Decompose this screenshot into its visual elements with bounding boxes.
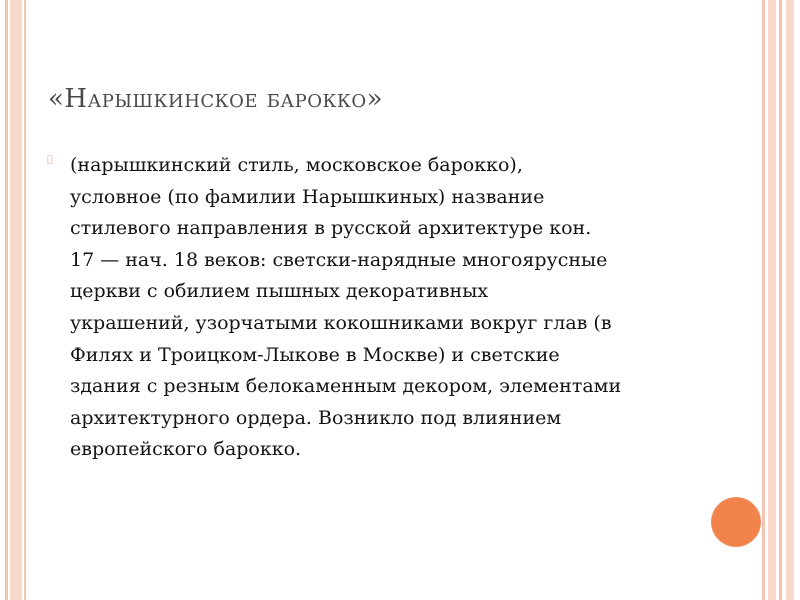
left-stripe-outer	[5, 0, 8, 600]
bullet-line: здания с резным белокаменным декором, элементами	[70, 375, 622, 398]
bullet-line: (нарышкинский стиль, московское барокко),	[70, 154, 523, 176]
bullet-line: европейского барокко.	[70, 438, 302, 461]
right-stripe-4	[786, 0, 794, 600]
left-stripe-inner	[24, 0, 26, 600]
bullet-line: условное (по фамилии Нарышкиных) название	[70, 185, 545, 208]
bullet-line: стилевого направления в русской архитектуре кон.	[70, 217, 592, 240]
slide-title: «Нарышкинское барокко»	[48, 84, 384, 114]
decorative-circle	[712, 498, 760, 546]
bullet-line: архитектурного ордера. Возникло под влиянием	[70, 406, 562, 429]
right-stripe-3	[779, 0, 782, 600]
right-stripe-1	[762, 0, 765, 600]
bullet-line: украшений, узорчатыми кокошниками вокруг глав (в	[70, 311, 612, 334]
bullet-icon: ⌷	[46, 153, 54, 168]
bullet-line: 17 — нач. 18 веков: светски-нарядные многоярусные	[70, 248, 608, 271]
bullet-line: церкви с обилием пышных декоративных	[70, 280, 489, 303]
bullet-line: Филях и Троицком-Лыкове в Москве) и светские	[70, 343, 560, 366]
right-stripe-2	[768, 0, 776, 600]
left-stripe-wide	[10, 0, 22, 600]
bullet-text	[70, 150, 700, 466]
